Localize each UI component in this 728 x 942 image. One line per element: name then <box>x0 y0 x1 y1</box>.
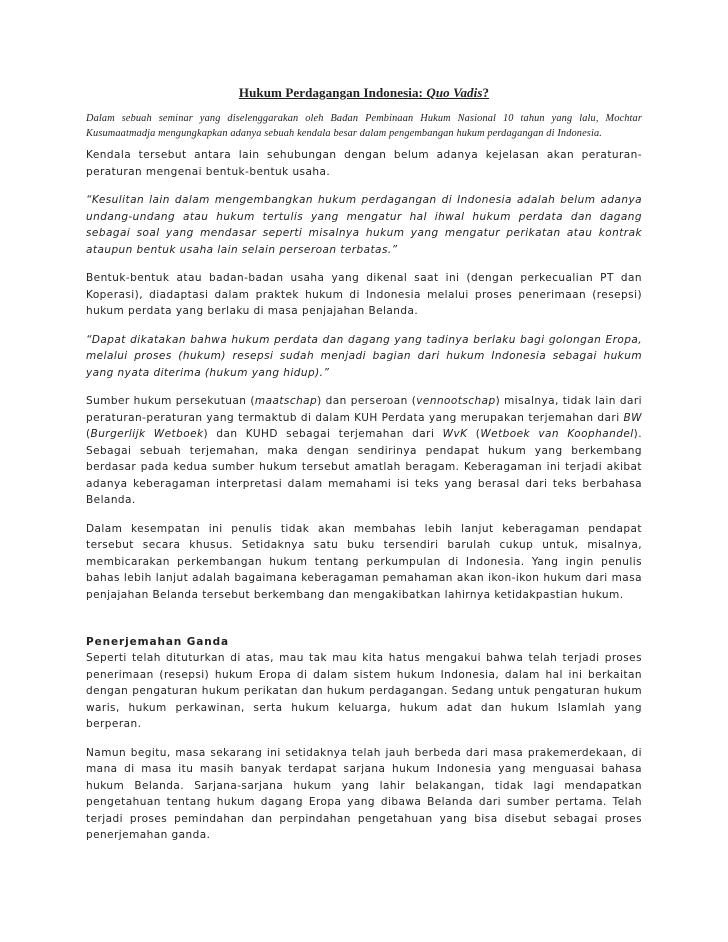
paragraph-1: Kendala tersebut antara lain sehubungan dengan belum adanya kejelasan akan peraturan-peraturan mengenai bentuk-bentuk usaha. <box>86 149 642 178</box>
p3-text: ( <box>467 428 481 440</box>
p3-term-vennootschap: vennootschap <box>416 395 496 407</box>
paragraph-4: Dalam kesempatan ini penulis tidak akan membahas lebih lanjut keberagaman pendapat tersebut secara khusus. Setidaknya satu buku tersendiri barulah cukup untuk, misalnya, membicarakan perkembangan hukum tentang perkumpulan di Indonesia. Yang ingin penulis bahas lebih lanjut adalah bagaimana keberagaman pemahaman akan ikon-ikon hukum dari masa penjajahan Belanda tersebut berkembang dan mengakibatkan lahirnya ketidakpastian hukum. <box>86 522 642 601</box>
section-heading: Penerjemahan Ganda <box>86 636 230 648</box>
paragraph-5: Seperti telah dituturkan di atas, mau tak mau kita hatus mengakui bahwa telah terjadi proses penerimaan (resepsi) hukum Eropa di dalam sistem hukum Indonesia, dalam hal ini berkaitan dengan pengaturan hukum perikatan dan hukum perdagangan. Sedang untuk pengaturan hukum waris, hukum perkawinan, serta hukum keluarga, hukum adat dan hukum Islamlah yang berperan. <box>86 652 642 730</box>
title-text: Hukum Perdagangan Indonesia: <box>238 85 427 100</box>
title-end: ? <box>482 85 490 100</box>
document-title <box>86 85 642 101</box>
p3-text: ) dan perseroan ( <box>317 395 417 407</box>
p3-text: ). Sebagai sebuah terjemahan, maka dengan sendirinya pendapat hukum yang berkembang berdasar pada kedua sumber hukum tersebut amatlah beragam. Keberagaman ini terjadi akibat adanya keberagaman interpretasi dalam memahami isi teks yang berasal dari teks berbahasa Belanda. <box>86 428 642 506</box>
lead-paragraph: Dalam sebuah seminar yang diselenggarakan oleh Badan Pembinaan Hukum Nasional 10 tahun yang lalu, Mochtar Kusumaatmadja mengungkapkan adanya sebuah kendala besar dalam pengembangan hukum perdagangan di Indonesia. <box>86 113 642 139</box>
paragraph-2: Bentuk-bentuk atau badan-badan usaha yang dikenal saat ini (dengan perkecualian PT dan Koperasi), diadaptasi dalam praktek hukum di Indonesia melalui proses penerimaan (resepsi) hukum perdata yang berlaku di masa penjajahan Belanda. <box>86 272 642 317</box>
p3-term-maatschap: maatschap <box>254 395 318 407</box>
quote-1: “Kesulitan lain dalam mengembangkan hukum perdagangan di Indonesia adalah belum adanya undang-undang atau hukum tertulis yang mengatur hal ihwal hukum perdata dan dagang sebagai soal yang mendasar seperti misalnya hukum yang mengatur perikatan atau kontrak ataupun bentuk usaha lain selain perseroan terbatas.” <box>86 194 642 256</box>
p3-term-burgerlijk-wetboek: Burgerlijk Wetboek <box>90 428 204 440</box>
paragraph-6: Namun begitu, masa sekarang ini setidaknya telah jauh berbeda dari masa prakemerdekaan, di mana di masa itu masih banyak terdapat sarjana hukum Indonesia yang menguasai bahasa hukum Belanda. Sarjana-sarjana hukum yang lahir belakangan, tidak lagi mendapatkan pengetahuan tentang hukum dagang Eropa yang dibawa Belanda dari sumber pertama. Telah terjadi proses pemindahan dan perpindahan pengetahuan yang bisa disebut sebagai proses penerjemahan ganda. <box>86 746 642 841</box>
p3-term-bw: BW <box>623 411 642 424</box>
p3-text: ( <box>86 428 91 440</box>
p3-term-wetboek-van-koophandel: Wetboek van Koophandel <box>480 428 634 440</box>
paragraph-3 <box>86 393 642 509</box>
p3-text: ) dan KUHD sebagai terjemahan dari <box>203 428 443 440</box>
quote-2: “Dapat dikatakan bahwa hukum perdata dan dagang yang tadinya berlaku bagi golongan Eropa, melalui proses (hukum) resepsi sudah menjadi bagian dari hukum Indonesia sebagai hukum yang nyata diterima (hukum yang hidup).” <box>86 333 642 379</box>
p3-term-wvk: WvK <box>442 428 468 440</box>
p3-text: Sumber hukum persekutuan ( <box>86 395 255 407</box>
p3-text: ) misalnya, tidak lain dari peraturan-peraturan yang termaktub di dalam KUH Perdata yang merupakan terjemahan dari <box>86 395 642 424</box>
title-italic: Quo Vadis <box>426 85 483 100</box>
